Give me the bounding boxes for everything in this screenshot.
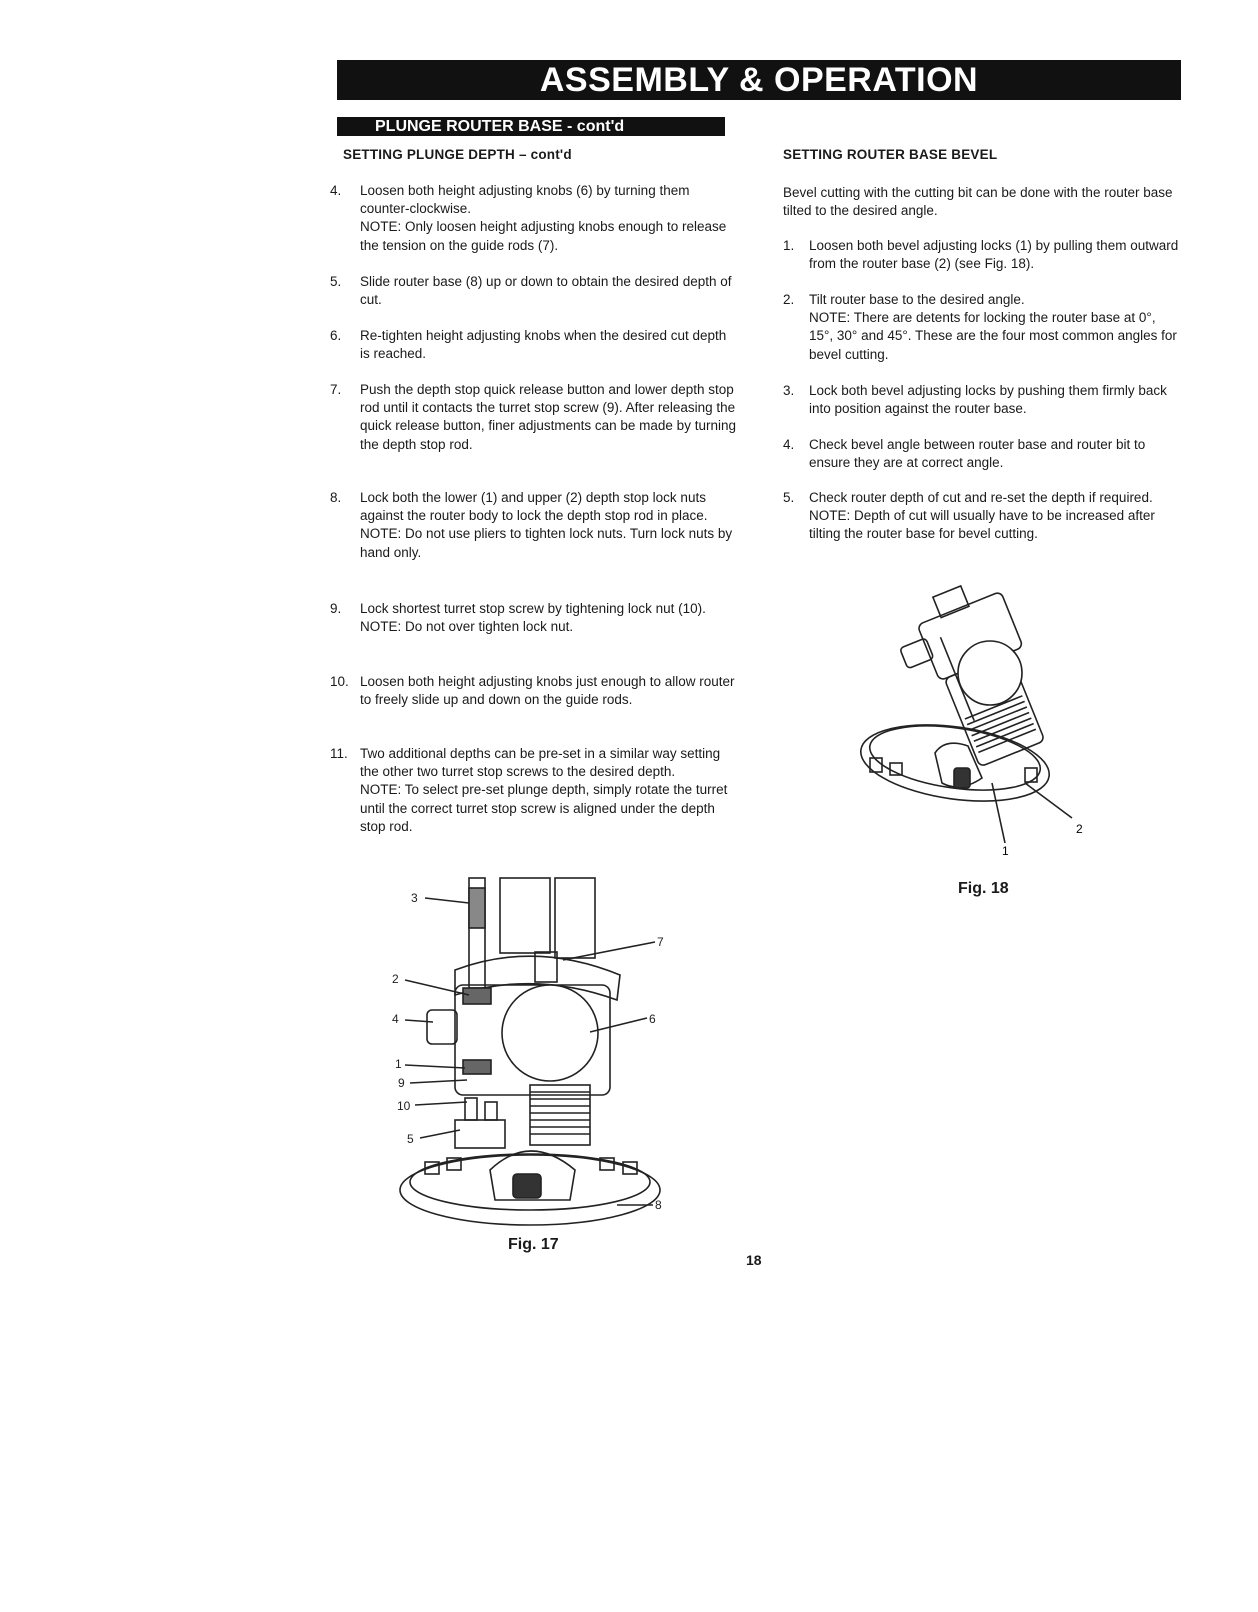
step-text: Check router depth of cut and re-set the depth if required. bbox=[809, 490, 1153, 505]
step-text: Push the depth stop quick release button and lower depth stop rod until it contacts the turret stop screw (9). After releasing the quick release button, finer adjustments can be made by turning the depth stop rod. bbox=[360, 382, 736, 452]
step-number: 7. bbox=[330, 382, 342, 397]
step-number: 10. bbox=[330, 674, 349, 689]
step-text: Loosen both height adjusting knobs (6) by turning them counter-clockwise. bbox=[360, 183, 690, 217]
step-number: 6. bbox=[330, 328, 342, 343]
fig17-callout-9: 9 bbox=[398, 1076, 405, 1090]
page-number: 18 bbox=[746, 1252, 762, 1268]
step-note: NOTE: Do not use pliers to tighten lock nuts. Turn lock nuts by hand only. bbox=[360, 526, 733, 560]
step-number: 5. bbox=[783, 490, 795, 505]
step-text: Slide router base (8) up or down to obtain the desired depth of cut. bbox=[360, 274, 732, 308]
step-number: 5. bbox=[330, 274, 342, 289]
step-number: 1. bbox=[783, 238, 795, 253]
fig18-callout-2: 2 bbox=[1076, 822, 1083, 836]
fig17-callout-5: 5 bbox=[407, 1132, 414, 1146]
section-title: PLUNGE ROUTER BASE - cont'd bbox=[375, 118, 625, 135]
step-text: Re-tighten height adjusting knobs when the desired cut depth is reached. bbox=[360, 328, 727, 362]
step-number: 3. bbox=[783, 383, 795, 398]
section-banner bbox=[337, 117, 725, 136]
fig17-callout-1: 1 bbox=[395, 1057, 402, 1071]
step-text: Loosen both height adjusting knobs just enough to allow router to freely slide up and down on the guide rods. bbox=[360, 674, 735, 708]
fig17-callout-3: 3 bbox=[411, 891, 418, 905]
fig17-callout-7: 7 bbox=[657, 935, 664, 949]
fig17-callout-2: 2 bbox=[392, 972, 399, 986]
left-heading: SETTING PLUNGE DEPTH – cont'd bbox=[343, 147, 572, 162]
step-note: NOTE: Only loosen height adjusting knobs enough to release the tension on the guide rods (7). bbox=[360, 219, 727, 253]
step-number: 11. bbox=[330, 746, 348, 761]
step-text: Check bevel angle between router base and router bit to ensure they are at correct angle. bbox=[809, 437, 1146, 471]
step-text: Loosen both bevel adjusting locks (1) by pulling them outward from the router base (2) (see Fig. 18). bbox=[809, 238, 1179, 272]
fig18-caption: Fig. 18 bbox=[958, 880, 1009, 897]
fig17-callout-8: 8 bbox=[655, 1198, 662, 1212]
step-number: 4. bbox=[330, 183, 342, 198]
fig17-callout-10: 10 bbox=[397, 1099, 411, 1113]
step-text: Lock shortest turret stop screw by tightening lock nut (10). bbox=[360, 601, 706, 616]
fig17-caption: Fig. 17 bbox=[508, 1236, 559, 1253]
step-text: Two additional depths can be pre-set in a similar way setting the other two turret stop screws to the desired depth. bbox=[360, 746, 721, 780]
page-title-banner bbox=[337, 60, 1181, 100]
step-number: 8. bbox=[330, 490, 342, 505]
page-title: ASSEMBLY & OPERATION bbox=[539, 61, 979, 99]
right-intro: Bevel cutting with the cutting bit can be done with the router base tilted to the desired angle. bbox=[783, 185, 1173, 219]
step-note: NOTE: Do not over tighten lock nut. bbox=[360, 619, 574, 635]
step-text: Lock both bevel adjusting locks by pushing them firmly back into position against the router base. bbox=[809, 383, 1167, 417]
step-note: NOTE: There are detents for locking the router base at 0°, 15°, 30° and 45°. These are the four most common angles for bevel cutting. bbox=[809, 310, 1177, 362]
step-note: NOTE: To select pre-set plunge depth, simply rotate the turret until the correct turret stop screw is aligned under the depth stop rod. bbox=[360, 782, 728, 834]
fig17-router-illustration bbox=[385, 870, 685, 1230]
step-number: 9. bbox=[330, 601, 342, 616]
fig18-callout-1: 1 bbox=[1002, 844, 1009, 858]
fig17-callout-6: 6 bbox=[649, 1012, 656, 1026]
step-number: 4. bbox=[783, 437, 795, 452]
right-heading: SETTING ROUTER BASE BEVEL bbox=[783, 147, 998, 162]
step-note: NOTE: Depth of cut will usually have to be increased after tilting the router base for bevel cutting. bbox=[809, 508, 1155, 542]
step-text: Lock both the lower (1) and upper (2) depth stop lock nuts against the router body to lock the depth stop rod in place. bbox=[360, 490, 708, 524]
step-text: Tilt router base to the desired angle. bbox=[809, 292, 1025, 307]
fig18-router-illustration bbox=[850, 578, 1100, 858]
fig17-callout-4: 4 bbox=[392, 1012, 399, 1026]
step-number: 2. bbox=[783, 292, 795, 307]
